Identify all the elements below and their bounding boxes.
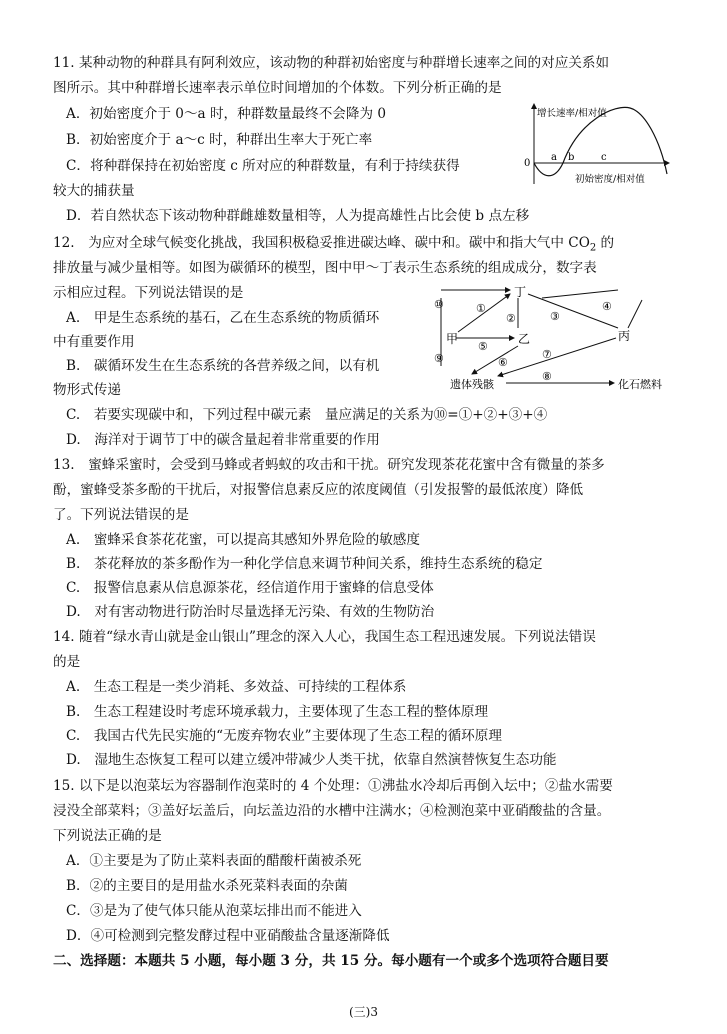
q12-option-b-line1: B. 碳循环发生在生态系统的各营养级之间，以有机 [66,358,380,374]
q11-option-a: A．初始密度介于 0～a 时，种群数量最终不会降为 0 [66,106,387,122]
label-4: ④ [602,300,612,313]
q11-growth-graph [515,100,675,190]
q14-option-a: A. 生态工程是一类少消耗、多效益、可持续的工程体系 [66,679,407,695]
x-axis-label: 初始密度/相对值 [575,174,645,185]
q11-option-d: D．若自然状态下该动物种群雌雄数量相等，人为提高雄性占比会使 b 点左移 [66,208,530,224]
node-remains: 遗体残骸 [450,378,494,391]
q14-option-d: D. 湿地生态恢复工程可以建立缓冲带减少人类干扰，依靠自然演替恢复生态功能 [66,752,557,768]
label-9: ⑨ [434,352,444,365]
arrow-4 [542,290,618,298]
arrow-7 [498,338,616,376]
page-number: (三)3 [349,1005,378,1019]
point-a-label: a [551,152,557,163]
q12-stem-line1-end: 的 [596,235,615,251]
q11-stem-line1: 11. 某种动物的种群具有阿利效应，该动物的种群初始密度与种群增长速率之间的对应关系如 [53,55,610,71]
q14-option-b: B. 生态工程建设时考虑环境承载力，主要体现了生态工程的整体原理 [66,704,489,720]
label-3: ③ [550,310,560,323]
q12-option-c: C. 若要实现碳中和，下列过程中碳元素 量应满足的关系为⑩=①+②+③+④ [66,407,548,423]
q12-stem-line2: 排放量与减少量相等。如图为碳循环的模型，图中甲～丁表示生态系统的组成成分，数字表 [53,260,597,276]
q15-option-c: C．③是为了使气体只能从泡菜坛排出而不能进入 [66,903,362,919]
label-2: ② [506,312,516,325]
node-jia: 甲 [446,332,459,346]
q14-stem-line2: 的是 [53,654,81,670]
q12-option-b-line2: 物形式传递 [53,382,121,398]
q13-option-c: C. 报警信息素从信息源茶花，经信道作用于蜜蜂的信息受体 [66,580,434,596]
label-10: ⑩ [434,298,444,311]
q14-stem-line1: 14. 随着“绿水青山就是金山银山”理念的深入人心，我国生态工程迅速发展。下列说法错误 [53,629,596,645]
label-6: ⑥ [498,356,508,369]
q13-option-b: B. 茶花释放的茶多酚作为一种化学信息来调节种间关系，维持生态系统的稳定 [66,556,543,572]
q14-option-c: C. 我国古代先民实施的“无废弃物农业”主要体现了生态工程的循环原理 [66,728,502,744]
point-c-label: c [601,152,607,163]
q11-option-b: B．初始密度介于 a～c 时，种群出生率大于死亡率 [66,132,373,148]
label-7: ⑦ [542,348,552,361]
label-5: ⑤ [478,340,488,353]
q11-option-c-line2: 较大的捕获量 [53,183,135,199]
q13-stem-line2: 酚，蜜蜂受茶多酚的干扰后，对报警信息素反应的浓度阈值（引发报警的最低浓度）降低 [53,482,584,498]
q12-stem-line3: 示相应过程。下列说法错误的是 [53,285,244,301]
q12-stem-line1 [53,233,614,259]
q13-stem-line3: 了。下列说法错误的是 [53,507,189,523]
q15-option-d: D．④可检测到完整发酵过程中亚硝酸盐含量逐渐降低 [66,928,390,944]
arrow-4b [628,300,642,328]
point-b-label: b [568,152,575,163]
y-axis-label: 增长速率/相对值 [537,108,607,119]
q15-option-a: A．①主要是为了防止菜料表面的醋酸杆菌被杀死 [66,853,362,869]
q15-stem-line1: 15. 以下是以泡菜坛为容器制作泡菜时的 4 个处理：①沸盐水冷却后再倒入坛中；②盐水需要 [53,778,613,794]
q13-stem-line1: 13. 蜜蜂采蜜时，会受到马蜂或者蚂蚁的攻击和干扰。研究发现茶花花蜜中含有微量的茶多 [53,457,605,473]
q12-option-a-line2: 中有重要作用 [53,334,135,350]
q15-option-b: B．②的主要目的是用盐水杀死菜料表面的杂菌 [66,878,348,894]
node-bing: 丙 [618,329,631,343]
label-8: ⑧ [542,370,552,383]
node-fossil: 化石燃料 [618,378,662,391]
q12-carbon-cycle-diagram [432,280,677,392]
q12-stem-line1-text: 12. 为应对全球气候变化挑战，我国积极稳妥推进碳达峰、碳中和。碳中和指大气中 CO [53,235,590,251]
q13-option-a: A. 蜜蜂采食茶花花蜜，可以提高其感知外界危险的敏感度 [66,532,420,548]
q12-option-a-line1: A. 甲是生态系统的基石，乙在生态系统的物质循环 [66,310,380,326]
node-ding: 丁 [514,285,527,299]
q15-stem-line3: 下列说法正确的是 [53,828,162,844]
q13-option-d: D. 对有害动物进行防治时尽量选择无污染、有效的生物防治 [66,604,435,620]
section-two-heading: 二、选择题：本题共 5 小题，每小题 3 分，共 15 分。每小题有一个或多个选项符合题目要 [53,953,609,969]
q11-option-c-line1: C．将种群保持在初始密度 c 所对应的种群数量，有利于持续获得 [66,158,460,174]
co2-subscript: 2 [589,242,597,254]
node-yi: 乙 [518,332,531,346]
q15-stem-line2: 浸没全部菜料；③盖好坛盖后，向坛盖边沿的水槽中注满水；④检测泡菜中亚硝酸盐的含量。 [53,803,611,819]
origin-label: 0 [524,158,531,169]
q12-option-d: D. 海洋对于调节丁中的碳含量起着非常重要的作用 [66,432,380,448]
label-1: ① [476,302,486,315]
q11-stem-line2: 图所示。其中种群增长速率表示单位时间增加的个体数。下列分析正确的是 [53,80,502,96]
